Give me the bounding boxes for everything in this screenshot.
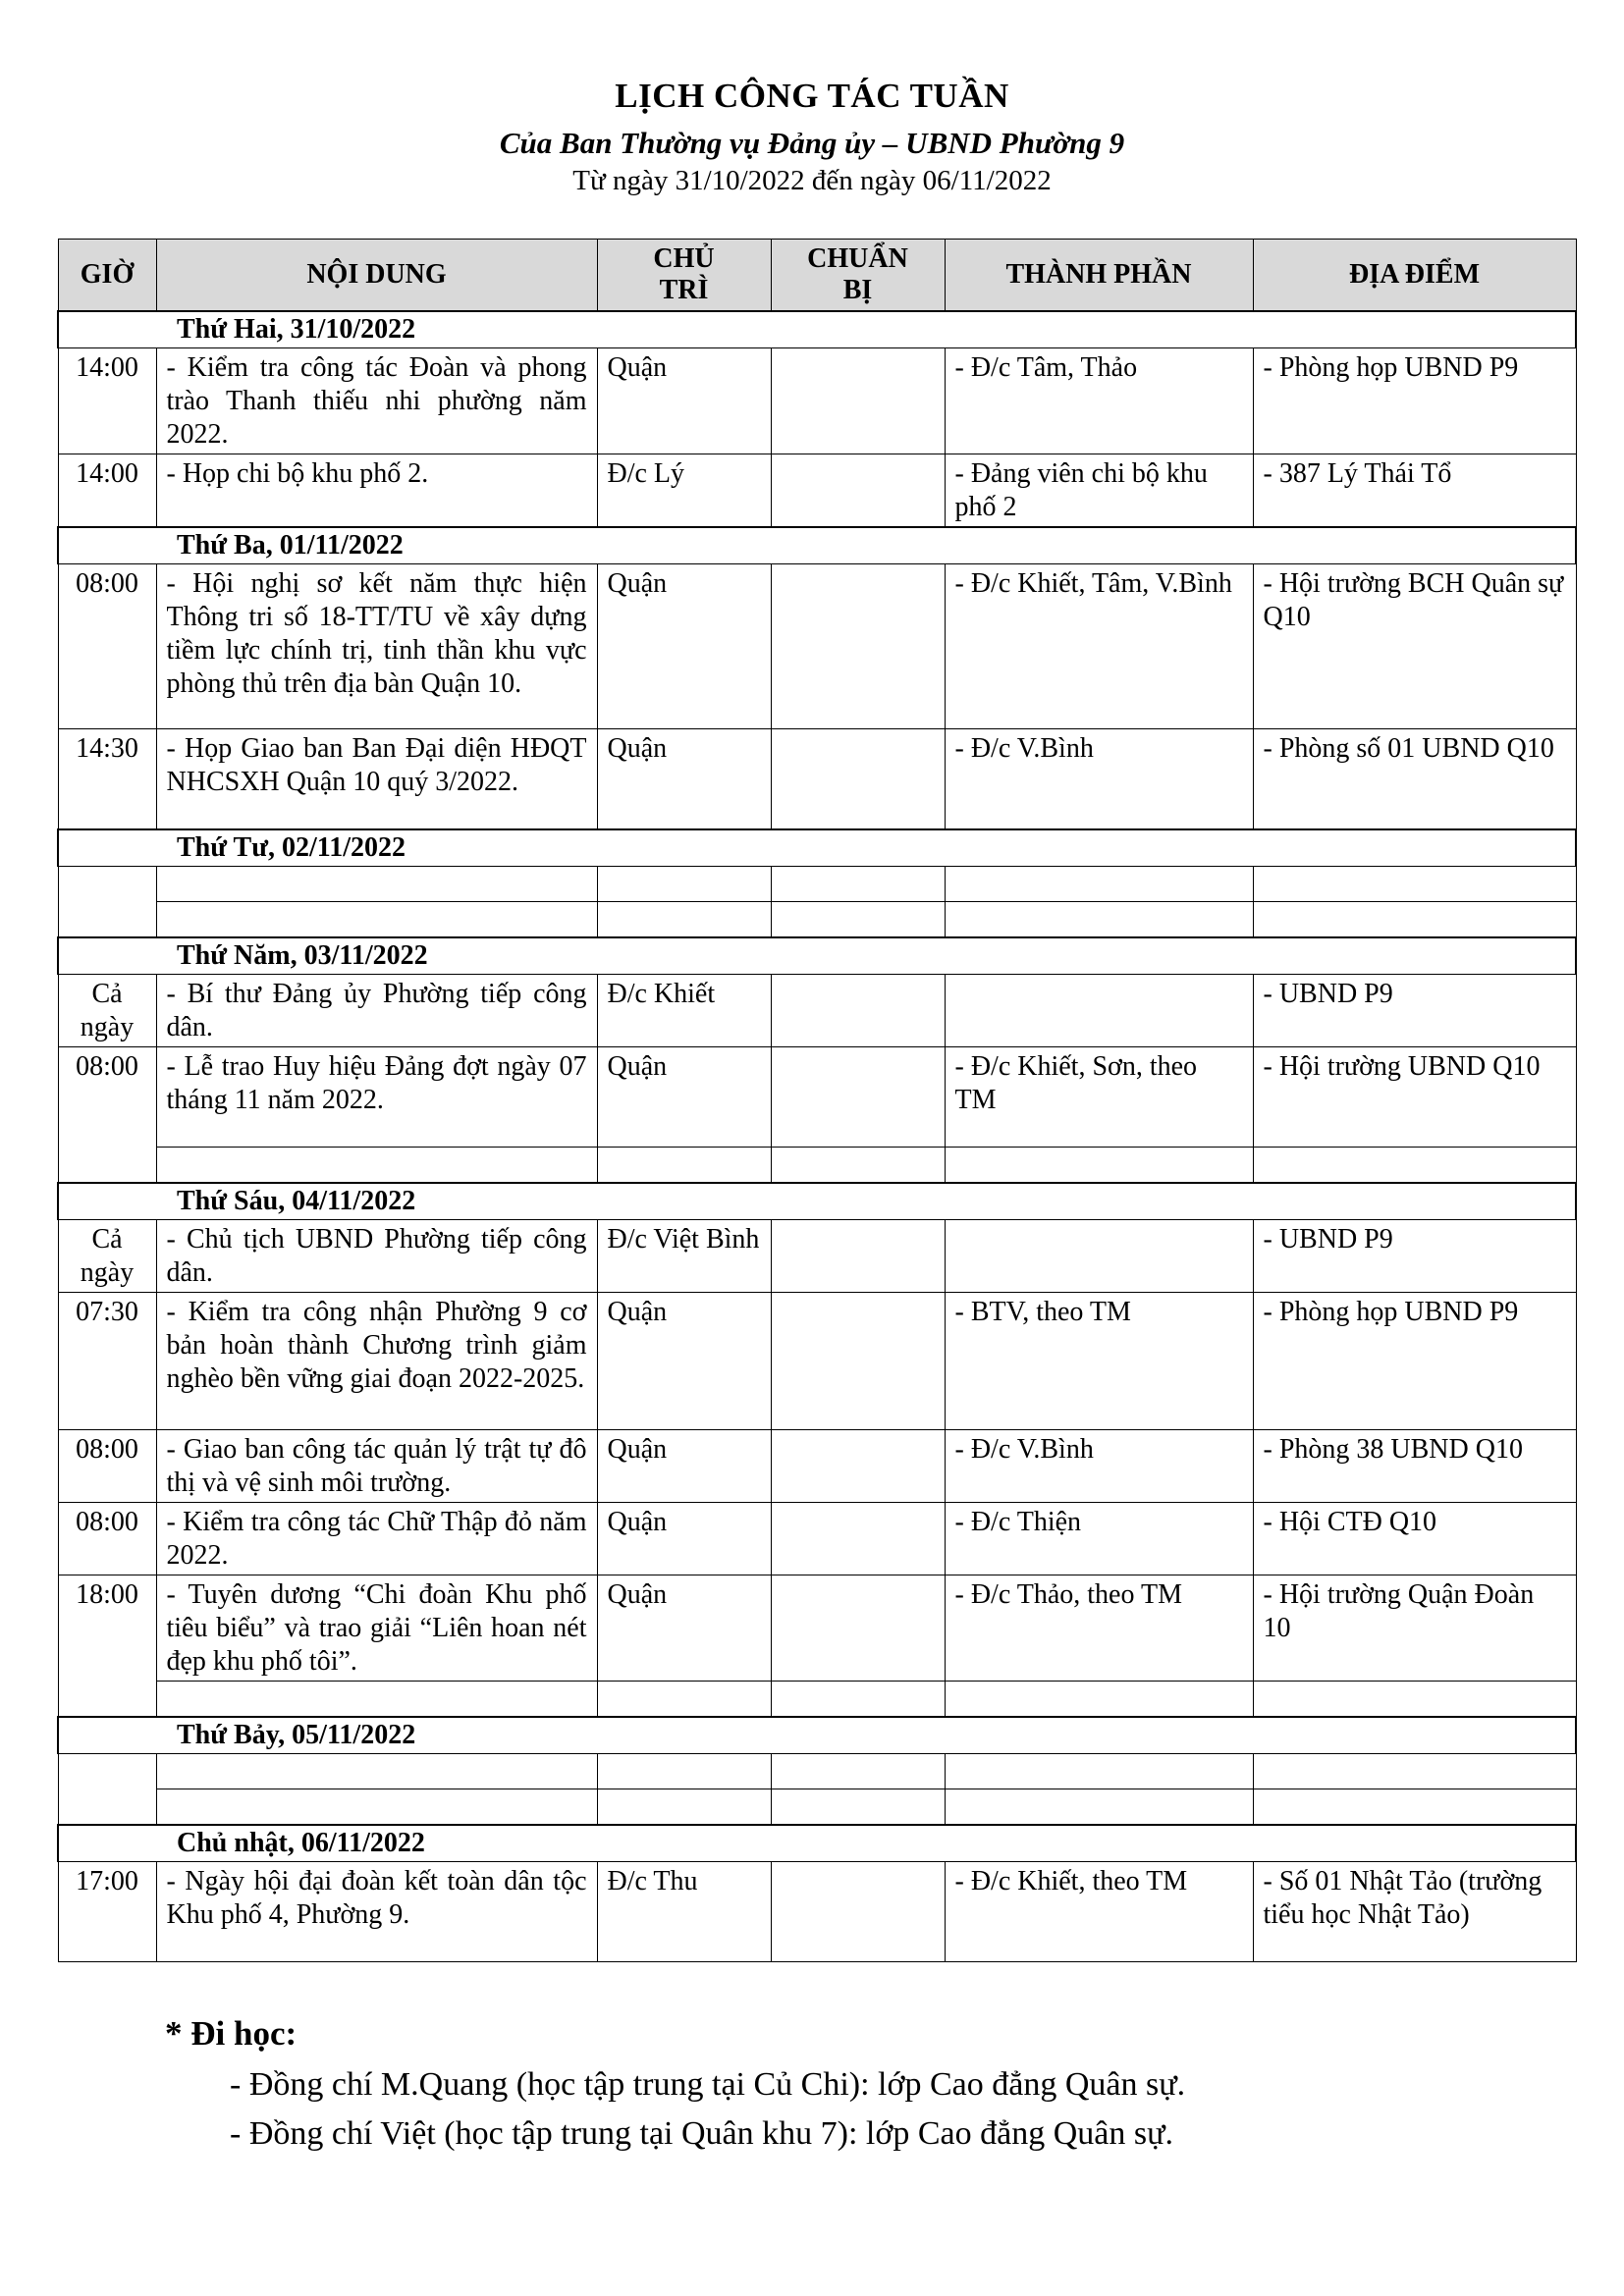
prep-cell [771, 348, 945, 454]
note-item: - Đồng chí M.Quang (học tập trung tại Củ Chi): lớp Cao đẳng Quân sự. [230, 2066, 1186, 2103]
content-cell: - Chủ tịch UBND Phường tiếp công dân. [156, 1219, 597, 1292]
prep-cell [771, 1753, 945, 1789]
content-cell: - Ngày hội đại đoàn kết toàn dân tộc Khu phố 4, Phường 9. [156, 1861, 597, 1961]
location-cell: - Phòng 38 UBND Q10 [1253, 1429, 1576, 1502]
prep-cell [771, 1681, 945, 1717]
day-label: Thứ Sáu, 04/11/2022 [58, 1183, 1576, 1220]
table-row [58, 974, 1576, 1046]
location-cell: - Hội trường Quận Đoàn 10 [1253, 1575, 1576, 1681]
content-cell: - Họp chi bộ khu phố 2. [156, 454, 597, 528]
members-cell: - Đ/c Khiết, Tâm, V.Bình [945, 564, 1253, 729]
location-cell: - Hội trường UBND Q10 [1253, 1046, 1576, 1147]
location-cell [1253, 901, 1576, 937]
table-row-empty [58, 901, 1576, 937]
location-cell: - 387 Lý Thái Tổ [1253, 454, 1576, 528]
host-cell: Quận [597, 1292, 771, 1429]
host-cell [597, 866, 771, 901]
host-cell: Quận [597, 1502, 771, 1575]
content-cell: - Bí thư Đảng ủy Phường tiếp công dân. [156, 974, 597, 1046]
table-row [58, 1575, 1576, 1681]
prep-cell [771, 901, 945, 937]
host-cell [597, 1147, 771, 1183]
col-header-content: NỘI DUNG [156, 240, 597, 312]
content-cell: - Kiểm tra công tác Đoàn và phong trào Thanh thiếu nhi phường năm 2022. [156, 348, 597, 454]
members-cell [945, 1219, 1253, 1292]
host-cell: Đ/c Lý [597, 454, 771, 528]
members-cell: - Đ/c Thảo, theo TM [945, 1575, 1253, 1681]
location-cell: - Hội trường BCH Quân sự Q10 [1253, 564, 1576, 729]
members-cell [945, 974, 1253, 1046]
members-cell: - Đ/c Khiết, Sơn, theo TM [945, 1046, 1253, 1147]
prep-cell [771, 1502, 945, 1575]
col-header-host-line1: CHỦ [653, 243, 715, 274]
page-subtitle: Của Ban Thường vụ Đảng ủy – UBND Phường 9 [499, 126, 1125, 160]
members-cell [945, 1681, 1253, 1717]
prep-cell [771, 454, 945, 528]
content-cell: - Kiểm tra công nhận Phường 9 cơ bản hoàn thành Chương trình giảm nghèo bền vững giai đoạn 2022-2025. [156, 1292, 597, 1429]
content-cell [156, 1789, 597, 1825]
time-cell: 17:00 [58, 1861, 156, 1961]
host-cell [597, 1681, 771, 1717]
host-cell: Đ/c Thu [597, 1861, 771, 1961]
content-cell [156, 1147, 597, 1183]
prep-cell [771, 1046, 945, 1147]
study-notes [165, 2012, 1185, 2162]
table-row [58, 1292, 1576, 1429]
host-cell: Quận [597, 1575, 771, 1681]
time-cell: 14:00 [58, 454, 156, 528]
time-cell: 07:30 [58, 1292, 156, 1429]
host-cell: Đ/c Khiết [597, 974, 771, 1046]
table-row-empty [58, 1753, 1576, 1789]
location-cell: - Phòng họp UBND P9 [1253, 1292, 1576, 1429]
note-item: - Đồng chí Việt (học tập trung tại Quân khu 7): lớp Cao đẳng Quân sự. [230, 2115, 1173, 2152]
table-row [58, 348, 1576, 454]
members-cell: - Đ/c V.Bình [945, 1429, 1253, 1502]
prep-cell [771, 1429, 945, 1502]
members-cell: - Đ/c Thiện [945, 1502, 1253, 1575]
col-header-prep-line1: CHUẨN [807, 243, 908, 274]
date-range: Từ ngày 31/10/2022 đến ngày 06/11/2022 [572, 165, 1052, 196]
members-cell: - BTV, theo TM [945, 1292, 1253, 1429]
location-cell [1253, 1681, 1576, 1717]
host-cell: Đ/c Việt Bình [597, 1219, 771, 1292]
content-cell [156, 866, 597, 901]
content-cell [156, 1753, 597, 1789]
day-label: Thứ Ba, 01/11/2022 [58, 527, 1576, 564]
table-row [58, 1502, 1576, 1575]
host-cell: Quận [597, 564, 771, 729]
day-label: Thứ Tư, 02/11/2022 [58, 829, 1576, 867]
members-cell [945, 901, 1253, 937]
page-title: LỊCH CÔNG TÁC TUẦN [615, 77, 1009, 115]
day-label: Thứ Bảy, 05/11/2022 [58, 1717, 1576, 1754]
content-cell: - Kiểm tra công tác Chữ Thập đỏ năm 2022. [156, 1502, 597, 1575]
notes-title: * Đi học: [165, 2014, 298, 2053]
prep-cell [771, 564, 945, 729]
table-row [58, 729, 1576, 829]
location-cell: - UBND P9 [1253, 1219, 1576, 1292]
time-cell: 08:00 [58, 1502, 156, 1575]
location-cell [1253, 1789, 1576, 1825]
prep-cell [771, 729, 945, 829]
time-cell [58, 1753, 156, 1825]
table-row [58, 1046, 1576, 1147]
table-row-empty [58, 1789, 1576, 1825]
host-cell [597, 1753, 771, 1789]
time-cell: 14:00 [58, 348, 156, 454]
day-row-sunday [58, 1825, 1576, 1862]
day-row-monday [58, 311, 1576, 348]
location-cell [1253, 866, 1576, 901]
prep-cell [771, 1147, 945, 1183]
table-row [58, 1219, 1576, 1292]
schedule-table [57, 239, 1577, 1962]
prep-cell [771, 1292, 945, 1429]
host-cell: Quận [597, 729, 771, 829]
prep-cell [771, 866, 945, 901]
prep-cell [771, 1219, 945, 1292]
members-cell: - Đảng viên chi bộ khu phố 2 [945, 454, 1253, 528]
location-cell [1253, 1147, 1576, 1183]
table-header-row [58, 240, 1576, 312]
content-cell [156, 1681, 597, 1717]
day-row-wednesday [58, 829, 1576, 867]
day-label: Chủ nhật, 06/11/2022 [58, 1825, 1576, 1862]
table-row [58, 1861, 1576, 1961]
col-header-prep [771, 240, 945, 312]
members-cell [945, 1753, 1253, 1789]
col-header-host [597, 240, 771, 312]
members-cell: - Đ/c Khiết, theo TM [945, 1861, 1253, 1961]
day-row-tuesday [58, 527, 1576, 564]
table-row-empty [58, 1681, 1576, 1717]
host-cell: Quận [597, 1429, 771, 1502]
content-cell: - Hội nghị sơ kết năm thực hiện Thông tri số 18-TT/TU về xây dựng tiềm lực chính trị, tinh thần khu vực phòng thủ trên địa bàn Quận 10. [156, 564, 597, 729]
host-cell [597, 901, 771, 937]
members-cell: - Đ/c V.Bình [945, 729, 1253, 829]
location-cell: - Hội CTĐ Q10 [1253, 1502, 1576, 1575]
col-header-time: GIỜ [58, 240, 156, 312]
day-row-thursday [58, 937, 1576, 975]
prep-cell [771, 974, 945, 1046]
prep-cell [771, 1789, 945, 1825]
table-row-empty [58, 866, 1576, 901]
day-row-friday [58, 1183, 1576, 1220]
day-label: Thứ Năm, 03/11/2022 [58, 937, 1576, 975]
location-cell: - Số 01 Nhật Tảo (trường tiểu học Nhật Tảo) [1253, 1861, 1576, 1961]
content-cell: - Giao ban công tác quản lý trật tự đô thị và vệ sinh môi trường. [156, 1429, 597, 1502]
members-cell [945, 1147, 1253, 1183]
table-row [58, 454, 1576, 528]
location-cell: - UBND P9 [1253, 974, 1576, 1046]
time-cell: 08:00 [58, 1429, 156, 1502]
col-header-host-line2: TRÌ [659, 275, 709, 305]
table-row [58, 564, 1576, 729]
prep-cell [771, 1575, 945, 1681]
time-cell [58, 866, 156, 937]
location-cell: - Phòng họp UBND P9 [1253, 348, 1576, 454]
host-cell: Quận [597, 1046, 771, 1147]
members-cell: - Đ/c Tâm, Thảo [945, 348, 1253, 454]
col-header-members: THÀNH PHẦN [945, 240, 1253, 312]
time-cell: 08:00 [58, 1046, 156, 1183]
content-cell [156, 901, 597, 937]
host-cell: Quận [597, 348, 771, 454]
table-row [58, 1429, 1576, 1502]
content-cell: - Lễ trao Huy hiệu Đảng đợt ngày 07 tháng 11 năm 2022. [156, 1046, 597, 1147]
members-cell [945, 866, 1253, 901]
location-cell [1253, 1753, 1576, 1789]
time-cell: Cả ngày [58, 1219, 156, 1292]
time-cell: 08:00 [58, 564, 156, 729]
day-label: Thứ Hai, 31/10/2022 [58, 311, 1576, 348]
members-cell [945, 1789, 1253, 1825]
time-cell: 14:30 [58, 729, 156, 829]
host-cell [597, 1789, 771, 1825]
time-cell: Cả ngày [58, 974, 156, 1046]
table-row-empty [58, 1147, 1576, 1183]
location-cell: - Phòng số 01 UBND Q10 [1253, 729, 1576, 829]
content-cell: - Tuyên dương “Chi đoàn Khu phố tiêu biểu” và trao giải “Liên hoan nét đẹp khu phố tôi”. [156, 1575, 597, 1681]
prep-cell [771, 1861, 945, 1961]
col-header-prep-line2: BỊ [842, 275, 873, 305]
time-cell: 18:00 [58, 1575, 156, 1717]
day-row-saturday [58, 1717, 1576, 1754]
col-header-location: ĐỊA ĐIỂM [1253, 240, 1576, 312]
content-cell: - Họp Giao ban Ban Đại diện HĐQT NHCSXH Quận 10 quý 3/2022. [156, 729, 597, 829]
